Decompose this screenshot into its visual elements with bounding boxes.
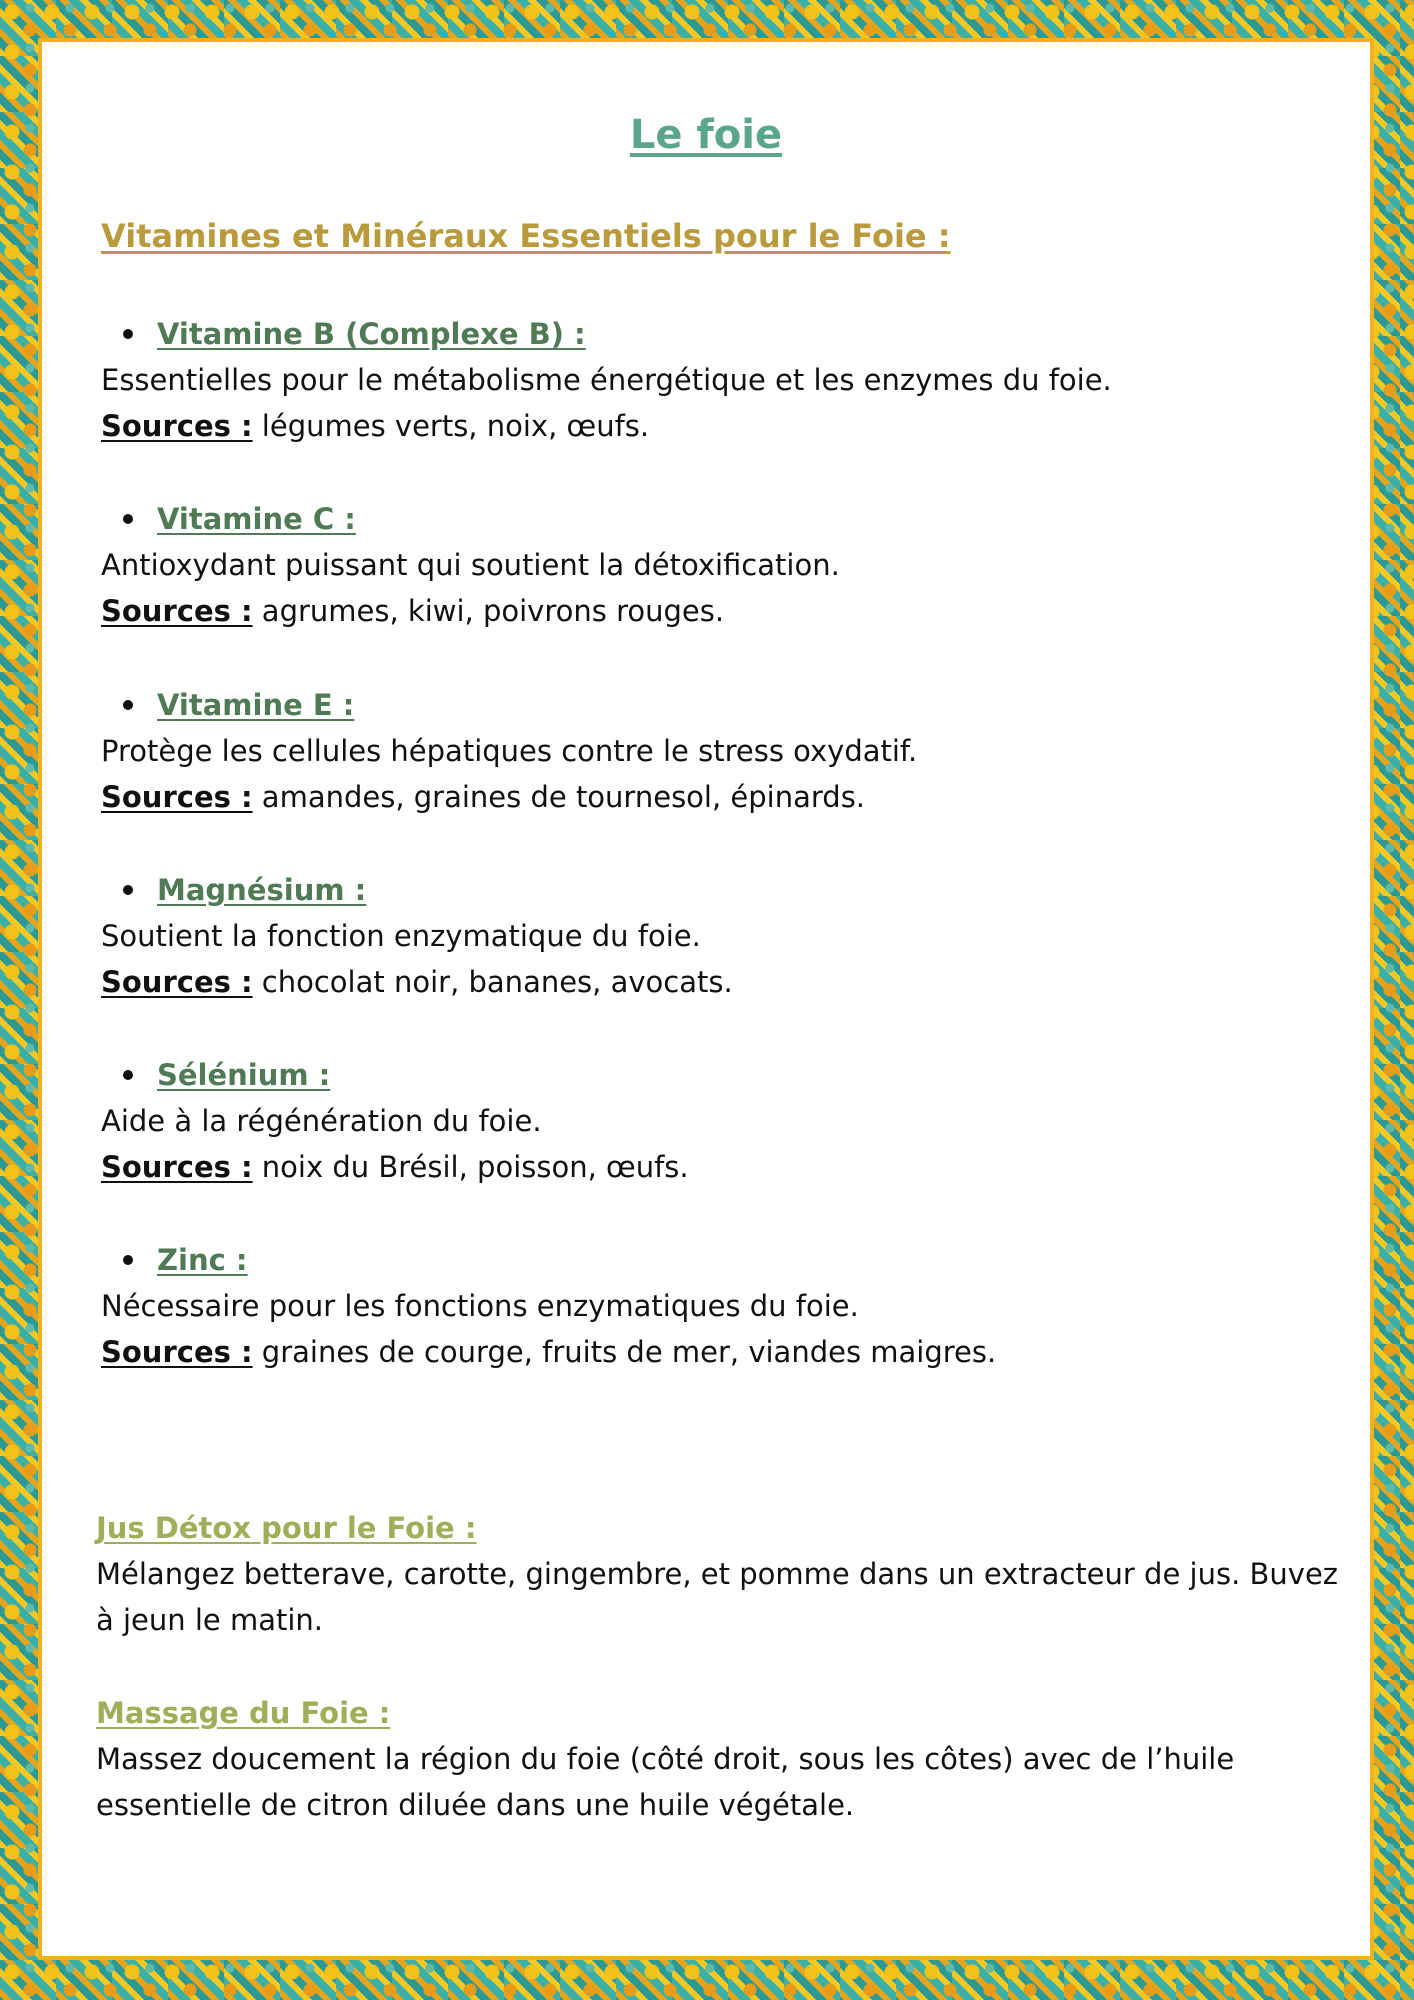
nutrient-description: Aide à la régénération du foie.: [101, 1104, 542, 1138]
nutrient-item: [101, 1052, 1341, 1190]
nutrient-description: Essentielles pour le métabolisme énergétique et les enzymes du foie.: [101, 363, 1112, 397]
detox-juice-text: Mélangez betterave, carotte, gingembre, et pomme dans un extracteur de jus. Buvez à jeun le matin.: [96, 1557, 1339, 1637]
liver-massage-title: Massage du Foie :: [96, 1696, 391, 1730]
page-title: Le foie: [629, 112, 783, 158]
nutrient-sources: graines de courge, fruits de mer, viandes maigres.: [261, 1335, 997, 1369]
bullet-icon: [123, 329, 133, 339]
sources-label: Sources :: [101, 409, 253, 443]
nutrient-item: [101, 496, 1341, 634]
nutrient-name: Vitamine C :: [157, 502, 356, 536]
bullet-icon: [123, 1070, 133, 1080]
nutrient-sources: chocolat noir, bananes, avocats.: [261, 965, 733, 999]
nutrient-sources: agrumes, kiwi, poivrons rouges.: [261, 594, 725, 628]
nutrient-description: Protège les cellules hépatiques contre le stress oxydatif.: [101, 734, 918, 768]
nutrient-description: Nécessaire pour les fonctions enzymatiques du foie.: [101, 1289, 859, 1323]
nutrient-description: Soutient la fonction enzymatique du foie.: [101, 919, 701, 953]
nutrient-item: [101, 682, 1341, 820]
nutrient-description: Antioxydant puissant qui soutient la détoxification.: [101, 548, 840, 582]
document-page: [42, 42, 1370, 1956]
sources-label: Sources :: [101, 1150, 253, 1184]
detox-juice-title: Jus Détox pour le Foie :: [96, 1511, 477, 1545]
nutrient-name: Vitamine E :: [157, 688, 355, 722]
nutrient-name: Magnésium :: [157, 873, 367, 907]
bullet-icon: [123, 514, 133, 524]
bullet-icon: [123, 700, 133, 710]
nutrient-name: Sélénium :: [157, 1058, 331, 1092]
nutrient-sources: légumes verts, noix, œufs.: [261, 409, 650, 443]
section-heading-vitamins: Vitamines et Minéraux Essentiels pour le Foie :: [101, 217, 951, 255]
detox-juice-section: [96, 1505, 1346, 1643]
liver-massage-section: [96, 1690, 1346, 1828]
nutrient-name: Zinc :: [157, 1243, 248, 1277]
nutrient-item: [101, 1237, 1341, 1375]
bullet-icon: [123, 885, 133, 895]
sources-label: Sources :: [101, 594, 253, 628]
sources-label: Sources :: [101, 780, 253, 814]
sources-label: Sources :: [101, 965, 253, 999]
bullet-icon: [123, 1255, 133, 1265]
nutrient-item: [101, 867, 1341, 1005]
sources-label: Sources :: [101, 1335, 253, 1369]
nutrient-sources: noix du Brésil, poisson, œufs.: [261, 1150, 689, 1184]
nutrient-name: Vitamine B (Complexe B) :: [157, 317, 586, 351]
liver-massage-text: Massez doucement la région du foie (côté droit, sous les côtes) avec de l’huile essentielle de citron diluée dans une huile végétale.: [96, 1742, 1235, 1822]
nutrient-item: [101, 311, 1341, 449]
nutrient-sources: amandes, graines de tournesol, épinards.: [261, 780, 866, 814]
